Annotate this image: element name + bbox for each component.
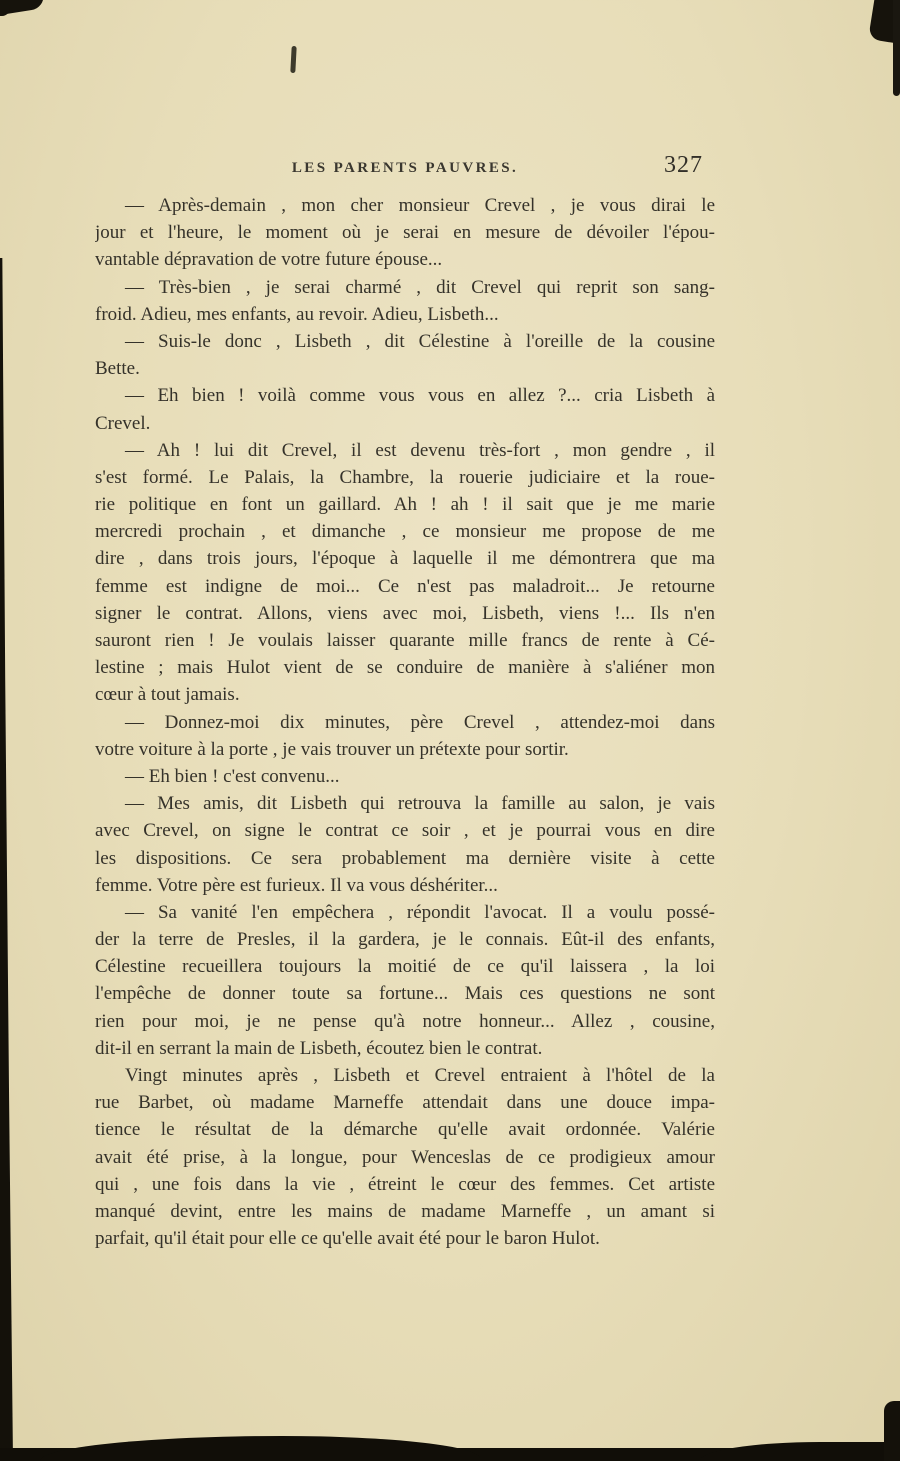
text-line: Célestine recueillera toujours la moitié de ce qu'il laissera , la loi [95,956,715,978]
text-line: rie politique en font un gaillard. Ah ! ah ! il sait que je me marie [95,494,715,516]
text-line: cœur à tout jamais. [95,684,240,706]
text-line: — Suis-le donc , Lisbeth , dit Célestine à l'oreille de la cousine [125,330,715,352]
text-line: qui , une fois dans la vie , étreint le cœur des femmes. Cet artiste [95,1173,715,1195]
paragraph [95,192,715,274]
paragraph [95,274,715,328]
text-line: mercredi prochain , et dimanche , ce monsieur me propose de me [95,521,715,543]
text-line: avec Crevel, on signe le contrat ce soir , et je pourrai vous en dire [95,820,715,842]
text-line: votre voiture à la porte , je vais trouver un prétexte pour sortir. [95,738,569,760]
text-line: — Eh bien ! voilà comme vous vous en allez ?... cria Lisbeth à [125,385,715,407]
text-line: rien pour moi, je ne pense qu'à notre honneur... Allez , cousine, [95,1010,715,1032]
scan-artifact-edge-bottom-blob-2 [700,1442,900,1461]
running-title: LES PARENTS PAUVRES. [291,160,519,176]
text-line: — Après-demain , mon cher monsieur Crevel , je vous dirai le [125,195,715,216]
scan-artifact-corner-bottom-right [884,1401,900,1461]
scan-artifact-ink-mark-top [290,46,296,73]
text-line: dire , dans trois jours, l'époque à laquelle il me démontrera que ma [95,548,715,570]
text-line: s'est formé. Le Palais, la Chambre, la rouerie judiciaire et la roue- [95,466,715,488]
text-line: — Mes amis, dit Lisbeth qui retrouva la famille au salon, je vais [125,793,715,815]
text-line: signer le contrat. Allons, viens avec moi, Lisbeth, viens !... Ils n'en [95,602,715,624]
scan-artifact-edge-right-top [893,0,900,96]
text-line: lestine ; mais Hulot vient de se conduire de manière à s'aliéner mon [95,657,715,679]
paragraph [95,899,715,1062]
text-line: avait été prise, à la longue, pour Wenceslas de ce prodigieux amour [95,1146,715,1168]
scan-artifact-edge-left [0,258,13,1461]
text-block [95,192,715,1252]
text-line: der la terre de Presles, il la gardera, je le connais. Eût-il des enfants, [95,929,715,951]
paragraph [95,709,715,763]
text-line: froid. Adieu, mes enfants, au revoir. Adieu, Lisbeth... [95,303,499,325]
paragraph [95,790,715,899]
text-line: — Très-bien , je serai charmé , dit Crevel qui reprit son sang- [125,276,715,298]
text-line: les dispositions. Ce sera probablement ma dernière visite à cette [95,847,715,869]
text-line: — Ah ! lui dit Crevel, il est devenu très-fort , mon gendre , il [125,439,715,461]
text-line: Bette. [95,358,140,380]
text-line: l'empêche de donner toute sa fortune... Mais ces questions ne sont [95,983,715,1005]
text-line: — Sa vanité l'en empêchera , répondit l'avocat. Il a voulu possé- [125,901,715,923]
text-line: jour et l'heure, le moment où je serai en mesure de dévoiler l'épou- [95,222,715,244]
paragraph [95,382,715,436]
scan-artifact-edge-bottom-blob-1 [40,1436,480,1461]
text-line: manqué devint, entre les mains de madame Marneffe , un amant si [95,1200,715,1222]
page-number: 327 [664,152,703,178]
paragraph [95,1062,715,1252]
text-line: — Donnez-moi dix minutes, père Crevel , attendez-moi dans [125,711,715,733]
text-line: rue Barbet, où madame Marneffe attendait dans une douce impa- [95,1092,715,1114]
page-header [95,152,715,186]
text-line: sauront rien ! Je voulais laisser quarante mille francs de rente à Cé- [95,630,715,651]
text-line: femme est indigne de moi... Ce n'est pas maladroit... Je retourne [95,575,715,597]
text-line: dit-il en serrant la main de Lisbeth, écoutez bien le contrat. [95,1037,543,1059]
text-line: — Eh bien ! c'est convenu... [125,765,340,787]
text-line: vantable dépravation de votre future épouse... [95,249,443,271]
paragraph [95,437,715,709]
text-line: Vingt minutes après , Lisbeth et Crevel entraient à l'hôtel de la [125,1065,715,1086]
paragraph [95,328,715,382]
text-line: femme. Votre père est furieux. Il va vous déshériter... [95,874,498,896]
text-line: tience le résultat de la démarche qu'elle avait ordonnée. Valérie [95,1119,715,1141]
paragraph [95,763,715,790]
text-line: Crevel. [95,412,151,434]
text-line: parfait, qu'il était pour elle ce qu'elle avait été pour le baron Hulot. [95,1228,600,1250]
